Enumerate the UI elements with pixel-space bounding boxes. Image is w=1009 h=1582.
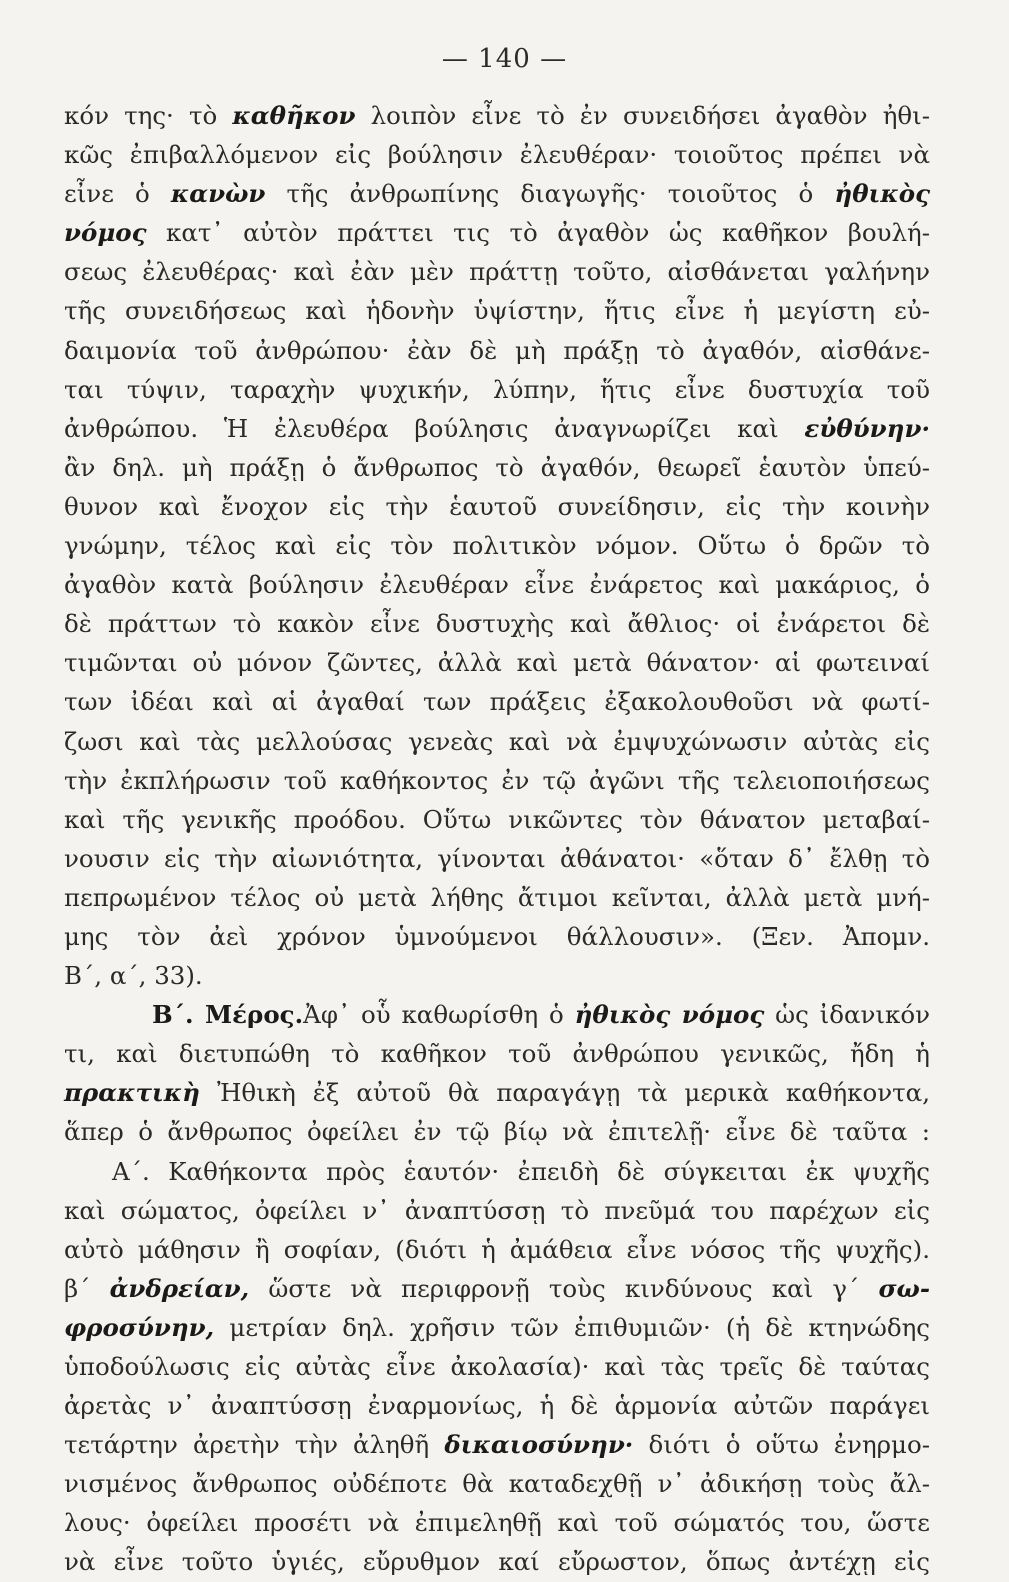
text-run: εἶνε ὁ — [64, 179, 171, 209]
text-run: καὶ σώματος, ὀφείλει ν᾿ ἀναπτύσσῃ τὸ πνεῦμά του παρέχων εἰς — [64, 1195, 930, 1225]
text-run: ὡς ἰδανικόν — [764, 1000, 930, 1030]
text-line — [64, 839, 930, 878]
text-run: των ἰδέαι καὶ αἱ ἀγαθαί των πράξεις ἐξακολουθοῦσι νὰ φωτί- — [64, 687, 930, 717]
text-line — [64, 370, 930, 409]
text-line — [64, 213, 930, 252]
text-line — [64, 291, 930, 330]
text-run: τετάρτην ἀρετὴν τὴν ἀληθῆ — [64, 1430, 445, 1460]
text-run: τὴν ἐκπλήρωσιν τοῦ καθήκοντος ἐν τῷ ἀγῶνι τῆς τελειοποιήσεως — [64, 765, 930, 795]
text-line — [64, 1542, 930, 1581]
emphasized-term: σω- — [878, 1273, 930, 1303]
text-run: ὥστε νὰ περιφρονῇ τοὺς κινδύνους καὶ γ΄ — [249, 1273, 879, 1303]
text-line — [64, 1464, 930, 1503]
text-run: λοιπὸν εἶνε τὸ ἐν συνειδήσει ἀγαθὸν ἠθι- — [355, 101, 931, 130]
text-run: Ἠθικὴ ἐξ αὐτοῦ θὰ παραγάγῃ τὰ μερικὰ καθήκοντα, — [199, 1078, 930, 1108]
text-line — [64, 1269, 930, 1308]
text-line — [64, 1191, 930, 1230]
text-run: διότι ὁ οὕτω ἐνηρμο- — [633, 1430, 930, 1460]
text-run: ἀγαθὸν κατὰ βούλησιν ἐλευθέραν εἶνε ἐνάρετος καὶ μακάριος, ὁ — [64, 570, 930, 600]
text-run: σεως ἐλευθέρας· καὶ ἐὰν μὲν πράττῃ τοῦτο, αἰσθάνεται γαλήνην — [64, 257, 930, 287]
text-line — [64, 174, 930, 213]
text-line — [64, 252, 930, 291]
text-run: λους· ὀφείλει προσέτι νὰ ἐπιμεληθῇ καὶ τοῦ σώματός του, ὥστε — [64, 1508, 930, 1538]
emphasized-term: φροσύνην, — [64, 1312, 215, 1342]
text-run: Β΄, α΄, 33). — [64, 961, 203, 991]
emphasized-term: κανὼν — [170, 179, 266, 209]
text-line — [64, 682, 930, 721]
text-line — [64, 331, 930, 370]
text-run: τι, καὶ διετυπώθη τὸ καθῆκον τοῦ ἀνθρώπου γενικῶς, ἤδη ἡ — [64, 1039, 930, 1069]
text-line — [64, 1386, 930, 1425]
text-run: δὲ πράττων τὸ κακὸν εἶνε δυστυχὴς καὶ ἄθλιος· οἱ ἐνάρετοι δὲ — [64, 609, 930, 639]
text-line — [64, 526, 930, 565]
text-run: δαιμονία τοῦ ἀνθρώπου· ἐὰν δὲ μὴ πράξῃ τὸ ἀγαθόν, αἰσθάνε- — [64, 335, 930, 365]
text-line — [64, 643, 930, 682]
text-line — [64, 722, 930, 761]
text-run: ἀρετὰς ν᾿ ἀναπτύσσῃ ἐναρμονίως, ἡ δὲ ἁρμονία αὐτῶν παράγει — [64, 1391, 930, 1421]
emphasized-term: εὐθύνην· — [804, 413, 930, 443]
text-line — [64, 1503, 930, 1542]
page-number: — 140 — — [441, 44, 568, 74]
text-line — [64, 135, 930, 174]
text-run: νὰ εἶνε τοῦτο ὑγιές, εὔρυθμον καί εὔρωστον, ὅπως ἀντέχῃ εἰς — [64, 1547, 930, 1577]
text-line — [64, 917, 930, 956]
text-run: νισμένος ἄνθρωπος οὐδέποτε θὰ καταδεχθῇ ν᾿ ἀδικήσῃ τοὺς ἄλ- — [64, 1469, 930, 1499]
emphasized-term: νόμος — [64, 218, 147, 248]
text-run: κόν της· τὸ — [64, 101, 233, 130]
body-text — [64, 96, 930, 1582]
emphasized-term: ἠθικὸς νόμος — [574, 1000, 765, 1030]
text-line — [64, 1230, 930, 1269]
text-line — [64, 995, 930, 1034]
text-run: ται τύψιν, ταραχὴν ψυχικήν, λύπην, ἥτις εἶνε δυστυχία τοῦ — [64, 374, 930, 404]
text-run: ἂν δηλ. μὴ πράξῃ ὁ ἄνθρωπος τὸ ἀγαθόν, θεωρεῖ ἑαυτὸν ὑπεύ- — [64, 452, 930, 482]
text-run: τῆς συνειδήσεως καὶ ἡδονὴν ὑψίστην, ἥτις εἶνε ἡ μεγίστη εὐ- — [64, 296, 930, 326]
text-run: κατ᾿ αὐτὸν πράττει τις τὸ ἀγαθὸν ὡς καθῆκον βουλή- — [146, 218, 930, 248]
text-run: ζωσι καὶ τὰς μελλούσας γενεὰς καὶ νὰ ἐμψυχώνωσιν αὐτὰς εἰς — [64, 726, 930, 756]
text-line — [64, 956, 930, 995]
emphasized-term: καθῆκον — [232, 101, 356, 130]
text-line — [64, 604, 930, 643]
text-line — [64, 565, 930, 604]
text-run: αὐτὸ μάθησιν ἢ σοφίαν, (διότι ἡ ἀμάθεια εἶνε νόσος τῆς ψυχῆς). — [64, 1234, 930, 1264]
text-run: τιμῶνται οὐ μόνον ζῶντες, ἀλλὰ καὶ μετὰ θάνατον· αἱ φωτειναί — [64, 648, 930, 678]
emphasized-term: Β΄. Μέρος. — [152, 1000, 304, 1030]
text-run: γνώμην, τέλος καὶ εἰς τὸν πολιτικὸν νόμον. Οὕτω ὁ δρῶν τὸ — [64, 531, 930, 561]
emphasized-term: πρακτικὴ — [64, 1078, 200, 1108]
text-run: Α΄. Καθήκοντα πρὸς ἑαυτόν· ἐπειδὴ δὲ σύγκειται ἐκ ψυχῆς — [112, 1156, 930, 1186]
text-run: β΄ — [64, 1273, 110, 1303]
emphasized-term: ἀνδρείαν, — [109, 1273, 250, 1303]
text-line — [64, 800, 930, 839]
text-run: μετρίαν δηλ. χρῆσιν τῶν ἐπιθυμιῶν· (ἡ δὲ κτηνώδης — [214, 1312, 930, 1342]
text-line — [64, 96, 930, 135]
text-line — [64, 1425, 930, 1464]
text-run: Ἀφ᾿ οὗ καθωρίσθη ὁ — [303, 1000, 575, 1030]
text-line — [64, 487, 930, 526]
text-run: ἅπερ ὁ ἄνθρωπος ὀφείλει ἐν τῷ βίῳ νὰ ἐπιτελῇ· εἶνε δὲ ταῦτα : — [64, 1117, 930, 1147]
text-run: κῶς ἐπιβαλλόμενον εἰς βούλησιν ἐλευθέραν· τοιοῦτος πρέπει νὰ — [64, 140, 930, 170]
emphasized-term: ἠθικὸς — [834, 179, 931, 209]
text-line — [64, 1152, 930, 1191]
text-line — [64, 878, 930, 917]
text-run: ἀνθρώπου. Ἡ ἐλευθέρα βούλησις ἀναγνωρίζει καὶ — [64, 413, 805, 443]
text-run: νουσιν εἰς τὴν αἰωνιότητα, γίνονται ἀθάνατοι· «ὅταν δ᾿ ἔλθῃ τὸ — [64, 843, 930, 873]
text-line — [64, 1034, 930, 1073]
emphasized-term: δικαιοσύνην· — [444, 1430, 634, 1460]
text-line — [64, 1308, 930, 1347]
text-run: ὑποδούλωσις εἰς αὐτὰς εἶνε ἀκολασία)· καὶ τὰς τρεῖς δὲ ταύτας — [64, 1352, 930, 1381]
text-line — [64, 1347, 930, 1386]
text-run: καὶ τῆς γενικῆς προόδου. Οὕτω νικῶντες τὸν θάνατον μεταβαί- — [64, 804, 930, 834]
text-line — [64, 409, 930, 448]
text-line — [64, 1112, 930, 1151]
text-line — [64, 448, 930, 487]
text-run: θυνον καὶ ἔνοχον εἰς τὴν ἑαυτοῦ συνείδησιν, εἰς τὴν κοινὴν — [64, 491, 930, 521]
text-line — [64, 761, 930, 800]
text-run: μης τὸν ἀεὶ χρόνον ὑμνούμενοι θάλλουσιν». (Ξεν. Ἀπομν. — [64, 921, 930, 951]
text-run: πεπρωμένον τέλος οὐ μετὰ λήθης ἄτιμοι κεῖνται, ἀλλὰ μετὰ μνή- — [64, 882, 930, 912]
text-line — [64, 1073, 930, 1112]
text-run: τῆς ἀνθρωπίνης διαγωγῆς· τοιοῦτος ὁ — [265, 179, 835, 209]
